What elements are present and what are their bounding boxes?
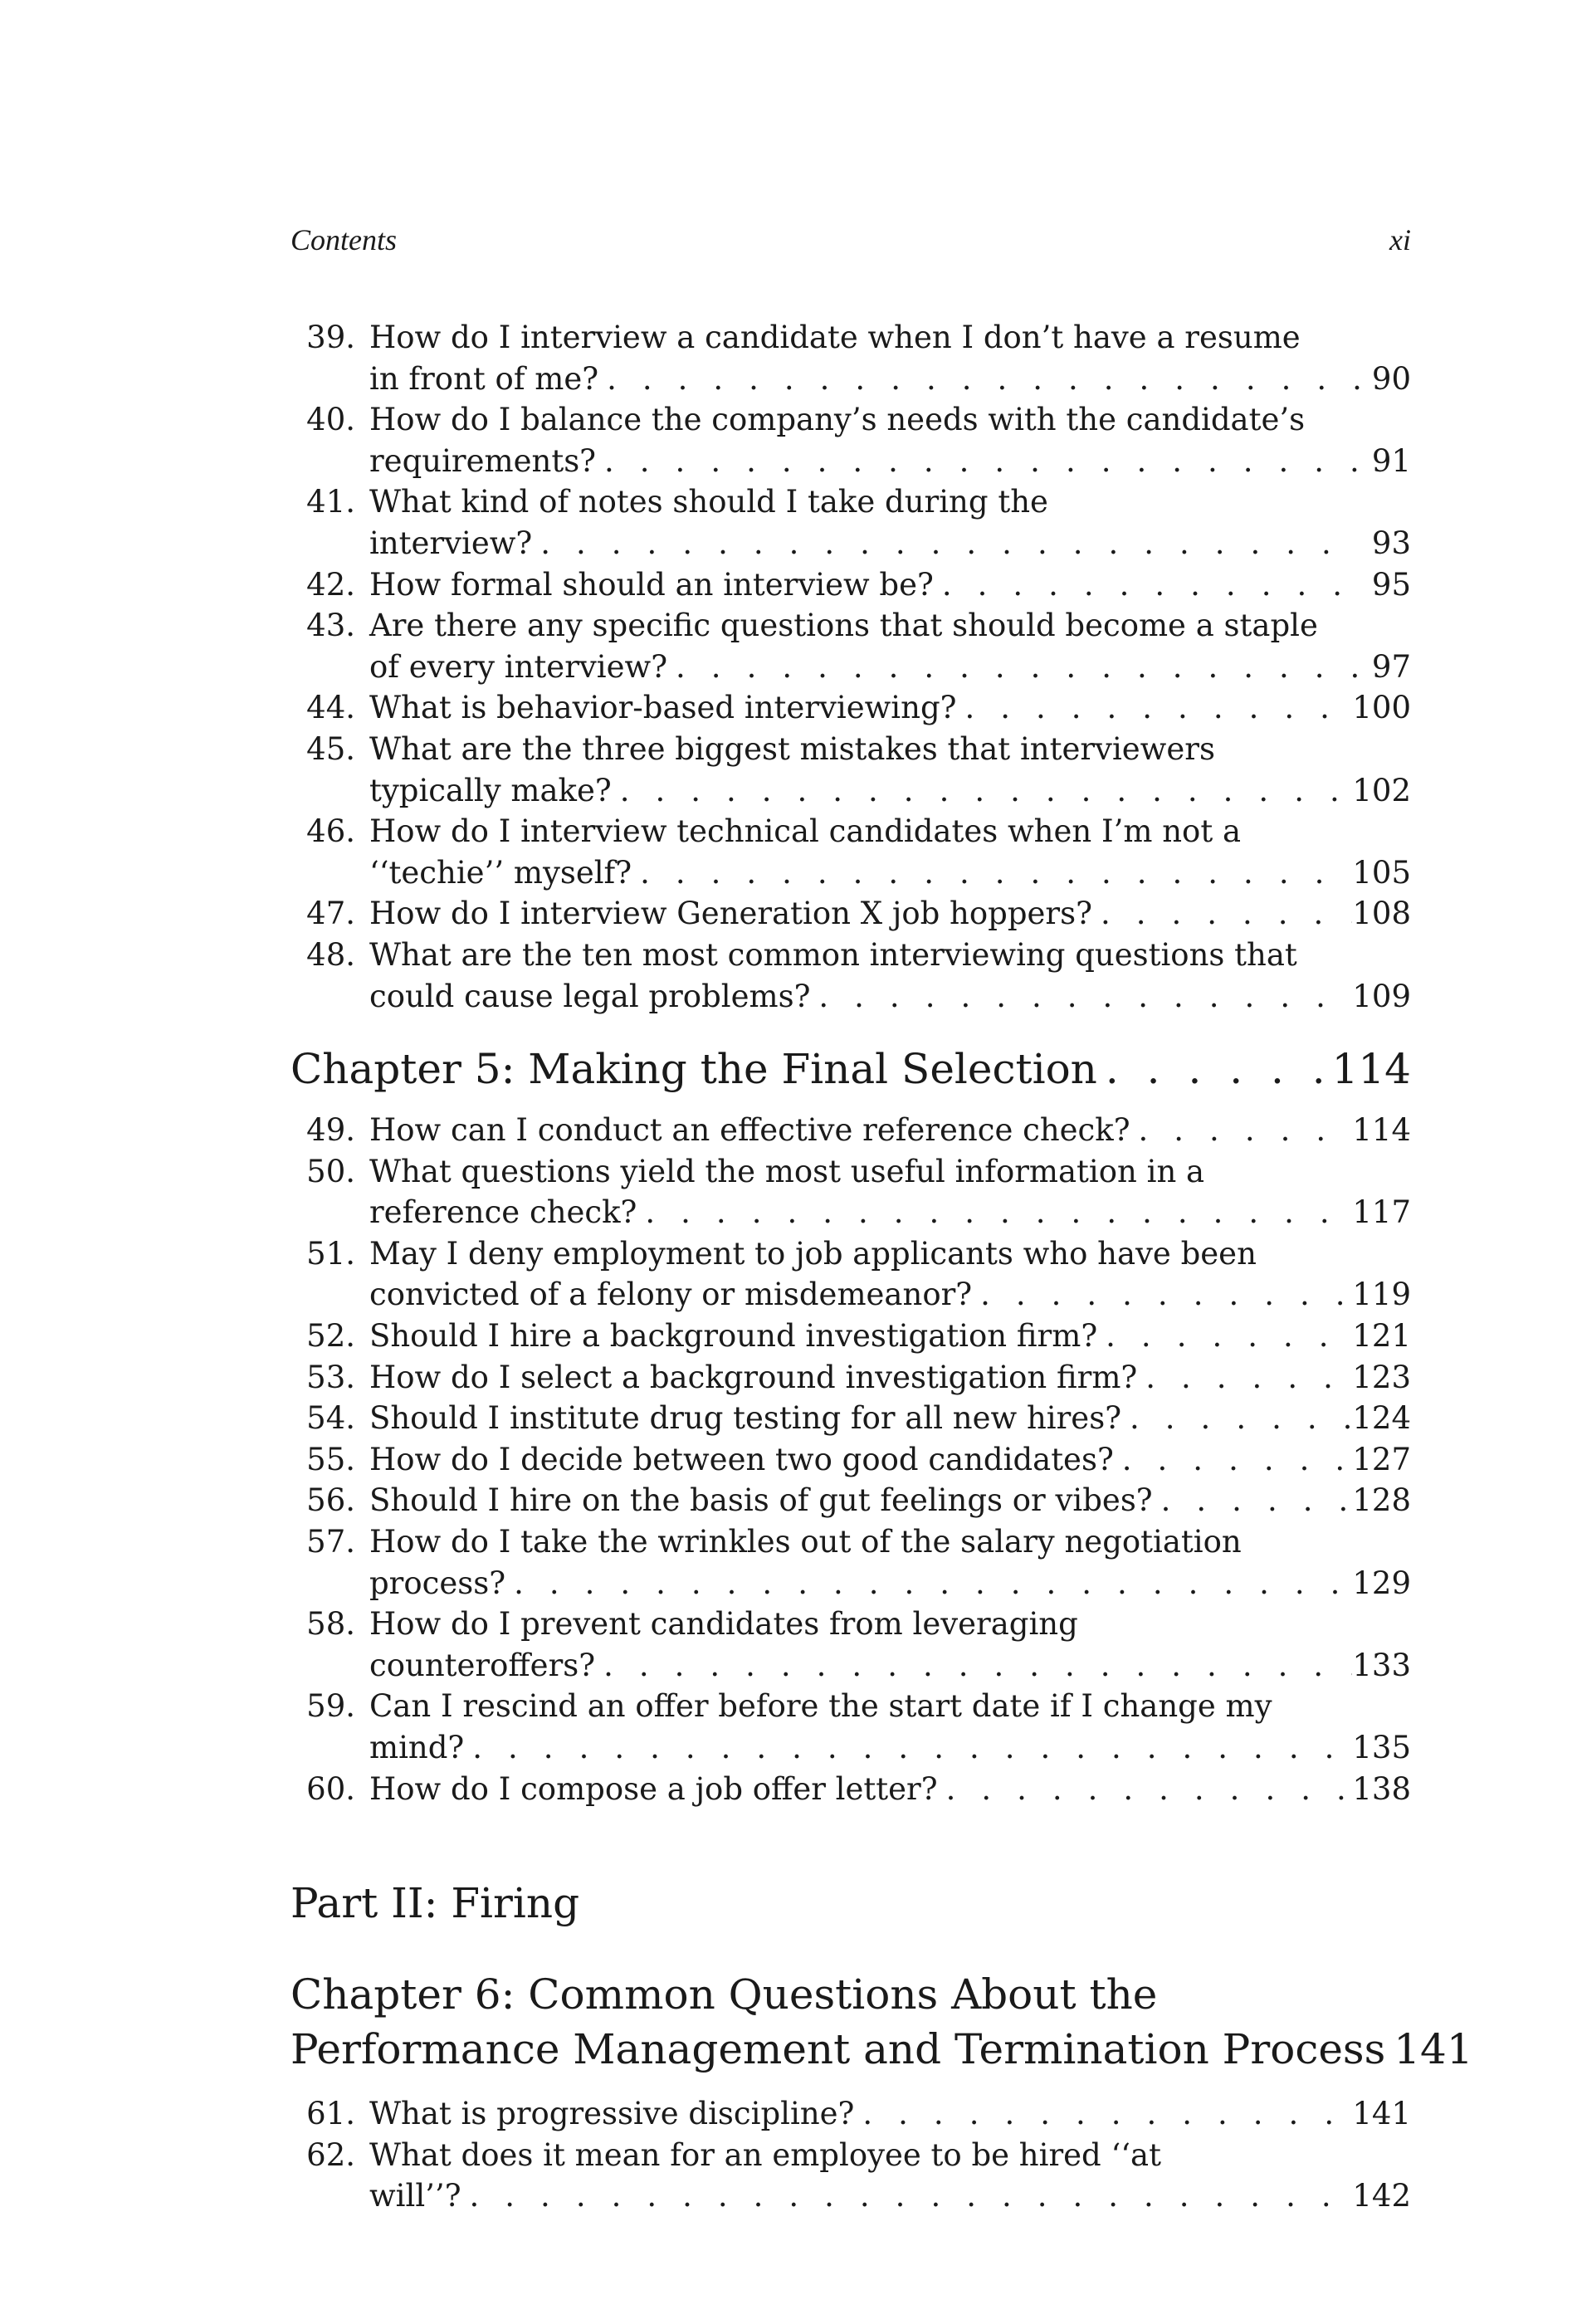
toc-entry[interactable] <box>290 605 1411 687</box>
chapter-page: 114 <box>1331 1045 1411 1094</box>
entry-number: 56. <box>306 1482 355 1519</box>
leader-dots <box>598 359 1360 400</box>
entry-number: 53. <box>306 1359 355 1395</box>
entry-page: 117 <box>1352 1194 1411 1231</box>
entry-text: process? <box>369 1565 506 1601</box>
entry-number: 47. <box>306 896 355 932</box>
entry-text: typically make? <box>369 772 612 808</box>
running-header <box>290 222 1411 262</box>
entry-number: 60. <box>306 1770 355 1807</box>
entry-number: 44. <box>306 690 355 726</box>
toc-entry[interactable] <box>290 729 1411 811</box>
entry-text: How do I select a background investigation firm? <box>369 1359 1138 1395</box>
entry-number: 40. <box>306 402 355 438</box>
entry-page: 138 <box>1352 1770 1411 1807</box>
entry-page: 133 <box>1352 1647 1411 1683</box>
entry-number: 41. <box>306 484 355 520</box>
chapter-page: 141 <box>1394 2025 1473 2074</box>
leader-dots <box>461 2175 1353 2217</box>
entry-text: What are the ten most common interviewing questions that <box>369 936 1297 973</box>
entry-number: 57. <box>306 1524 355 1560</box>
toc-entry[interactable] <box>290 399 1411 481</box>
entry-text: What kind of notes should I take during the <box>369 484 1048 520</box>
entry-text: How can I conduct an effective reference check? <box>369 1112 1130 1149</box>
entry-text: will’’? <box>369 2178 461 2214</box>
toc-entry[interactable] <box>290 2093 1411 2135</box>
toc-entry[interactable] <box>290 1769 1411 1810</box>
entry-page: 129 <box>1352 1565 1411 1601</box>
leader-dots <box>667 647 1360 688</box>
entry-text: What is progressive discipline? <box>369 2096 855 2132</box>
toc-entry[interactable] <box>290 893 1411 935</box>
leader-dots <box>956 687 1352 729</box>
leader-dots <box>505 1563 1352 1604</box>
entry-number: 54. <box>306 1400 355 1437</box>
entry-text: How do I interview a candidate when I don’t have a resume <box>369 320 1301 355</box>
toc-entry[interactable] <box>290 811 1411 893</box>
leader-dots <box>972 1274 1352 1316</box>
entry-text: Are there any specific questions that should become a staple <box>369 608 1318 644</box>
entry-text: How do I interview Generation X job hoppers? <box>369 896 1092 932</box>
entry-page: 124 <box>1352 1400 1411 1437</box>
entry-text: Can I rescind an offer before the start date if I change my <box>369 1688 1272 1725</box>
entry-number: 43. <box>306 608 355 644</box>
entry-text: interview? <box>369 525 533 561</box>
entry-page: 100 <box>1352 690 1411 726</box>
entry-page: 95 <box>1371 566 1411 603</box>
leader-dots <box>934 564 1360 606</box>
entry-number: 51. <box>306 1235 355 1272</box>
entry-number: 61. <box>306 2096 355 2132</box>
part-heading: Part II: Firing <box>290 1879 580 1928</box>
leader-dots <box>1121 1398 1352 1439</box>
entry-number: 46. <box>306 813 355 850</box>
toc-entry[interactable] <box>290 687 1411 729</box>
leader-dots <box>810 976 1352 1018</box>
entry-page: 108 <box>1352 896 1411 932</box>
contents-body <box>290 222 1473 2217</box>
leader-dots <box>938 1769 1353 1810</box>
entry-text: What are the three biggest mistakes that interviewers <box>369 730 1215 767</box>
leader-dots <box>596 441 1360 482</box>
entry-text: counteroffers? <box>369 1647 596 1683</box>
entry-page: 91 <box>1371 442 1411 479</box>
entry-page: 102 <box>1352 772 1411 808</box>
entry-number: 45. <box>306 730 355 767</box>
entry-page: 109 <box>1352 978 1411 1014</box>
entry-text: How do I interview technical candidates when I’m not a <box>369 813 1242 850</box>
entry-number: 48. <box>306 936 355 973</box>
leader-dots <box>1114 1439 1353 1481</box>
entry-page: 97 <box>1371 648 1411 685</box>
leader-dots <box>1137 1357 1352 1399</box>
entry-number: 59. <box>306 1688 355 1725</box>
leader-dots <box>532 523 1360 564</box>
entry-page: 119 <box>1352 1277 1411 1313</box>
entry-text: in front of me? <box>369 360 599 397</box>
toc-entry[interactable] <box>290 1604 1411 1686</box>
toc-entry[interactable] <box>290 1521 1411 1604</box>
leader-dots <box>1092 893 1352 935</box>
entry-page: 121 <box>1352 1318 1411 1355</box>
running-head-title: Contents <box>290 223 398 256</box>
entry-text: Should I institute drug testing for all new hires? <box>369 1400 1122 1437</box>
entry-page: 114 <box>1352 1112 1411 1149</box>
entry-text: How do I prevent candidates from leveraging <box>369 1606 1078 1643</box>
entry-text: reference check? <box>369 1194 637 1231</box>
toc-entry[interactable] <box>290 317 1411 399</box>
entry-text: Should I hire on the basis of gut feelings or vibes? <box>369 1482 1153 1519</box>
toc-entry[interactable] <box>290 1398 1411 1439</box>
toc-entry[interactable] <box>290 1233 1411 1316</box>
entry-page: 128 <box>1352 1482 1411 1519</box>
entry-page: 90 <box>1371 360 1411 397</box>
toc-entry[interactable] <box>290 2135 1411 2217</box>
toc-entry[interactable] <box>290 1316 1411 1357</box>
toc-entry[interactable] <box>290 1357 1411 1399</box>
chapter-6-heading[interactable] <box>290 1967 1473 2077</box>
entry-text: of every interview? <box>369 648 668 685</box>
entry-text: How do I take the wrinkles out of the salary negotiation <box>369 1524 1242 1560</box>
entry-number: 58. <box>306 1606 355 1643</box>
entry-text: What does it mean for an employee to be hired ‘‘at <box>369 2136 1161 2173</box>
entry-page: 123 <box>1352 1359 1411 1395</box>
entry-text: could cause legal problems? <box>369 978 811 1014</box>
entry-page: 93 <box>1371 525 1411 561</box>
toc-entry[interactable] <box>290 1439 1411 1481</box>
entry-text: What is behavior-based interviewing? <box>369 690 957 726</box>
chapter-title-line: Performance Management and Termination Process <box>290 2025 1386 2074</box>
leader-dots <box>464 1727 1352 1769</box>
entry-text: What questions yield the most useful information in a <box>369 1153 1205 1189</box>
entry-list-chapter5 <box>290 1110 1411 1809</box>
entry-list-chapter4 <box>290 317 1411 1017</box>
entry-number: 55. <box>306 1441 355 1477</box>
entry-number: 39. <box>306 320 355 355</box>
entry-text: How do I balance the company’s needs with the candidate’s <box>369 402 1306 438</box>
leader-dots <box>1097 1042 1332 1096</box>
entry-text: Should I hire a background investigation firm? <box>369 1318 1098 1355</box>
entry-page: 142 <box>1352 2178 1411 2214</box>
leader-dots <box>595 1645 1352 1687</box>
page-number-roman: xi <box>1389 223 1411 256</box>
leader-dots <box>1153 1480 1353 1521</box>
toc-entry[interactable] <box>290 1480 1411 1521</box>
entry-text: May I deny employment to job applicants who have been <box>369 1235 1257 1272</box>
entry-text: How formal should an interview be? <box>369 566 934 603</box>
entry-text: How do I decide between two good candidates? <box>369 1441 1114 1477</box>
leader-dots <box>1130 1110 1353 1151</box>
entry-number: 62. <box>306 2136 355 2173</box>
chapter-title: Chapter 5: Making the Final Selection <box>290 1045 1097 1094</box>
entry-number: 42. <box>306 566 355 603</box>
entry-text: ‘‘techie’’ myself? <box>369 854 632 891</box>
entry-text: requirements? <box>369 442 597 479</box>
toc-entry[interactable] <box>290 481 1411 564</box>
leader-dots <box>612 770 1353 812</box>
entry-text: How do I compose a job offer letter? <box>369 1770 938 1807</box>
leader-dots <box>632 852 1352 894</box>
entry-list-chapter6 <box>290 2093 1411 2217</box>
toc-entry[interactable] <box>290 1110 1411 1151</box>
entry-number: 50. <box>306 1153 355 1189</box>
leader-dots <box>1097 1316 1352 1357</box>
chapter-5-heading[interactable] <box>290 1042 1411 1096</box>
leader-dots <box>854 2093 1352 2135</box>
entry-page: 135 <box>1352 1730 1411 1765</box>
entry-text: mind? <box>369 1730 465 1765</box>
toc-entry[interactable] <box>290 1151 1411 1233</box>
entry-text: convicted of a felony or misdemeanor? <box>369 1277 973 1313</box>
chapter-title-line: Chapter 6: Common Questions About the <box>290 1970 1158 2019</box>
entry-number: 52. <box>306 1318 355 1355</box>
toc-entry[interactable] <box>290 564 1411 606</box>
entry-page: 127 <box>1352 1441 1411 1477</box>
entry-page: 105 <box>1352 854 1411 891</box>
entry-number: 49. <box>306 1112 355 1149</box>
leader-dots <box>1385 2022 1394 2077</box>
leader-dots <box>637 1192 1352 1233</box>
toc-entry[interactable] <box>290 1686 1411 1768</box>
toc-entry[interactable] <box>290 935 1411 1017</box>
entry-page: 141 <box>1352 2096 1411 2132</box>
